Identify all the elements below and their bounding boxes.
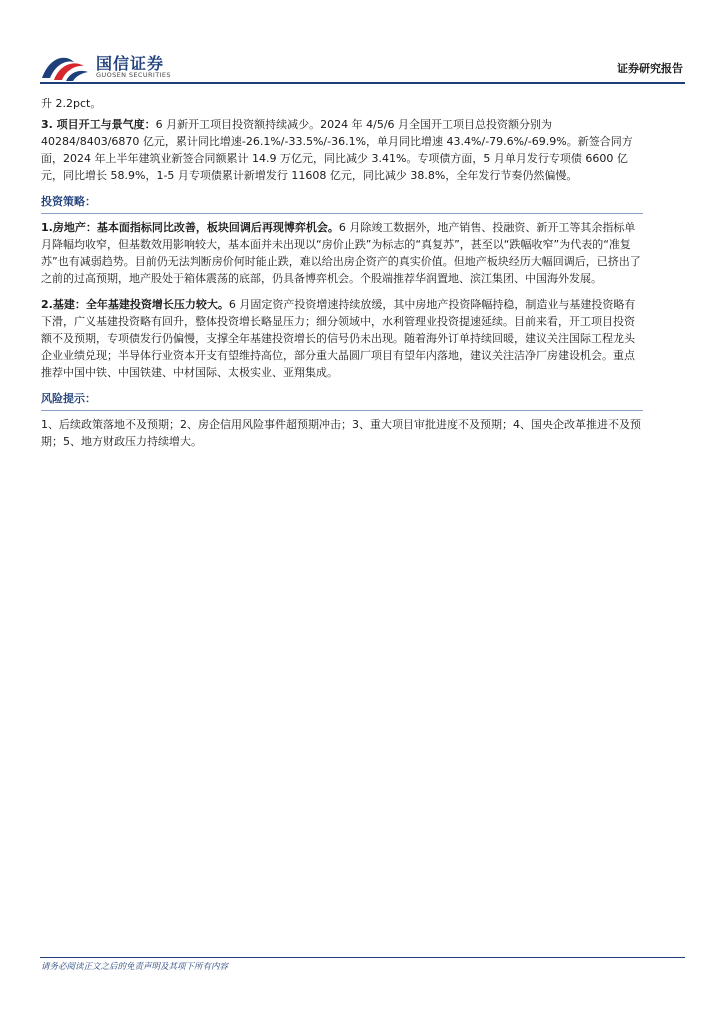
- page-header: [40, 50, 685, 84]
- strategy-2-text: 6 月固定资产投资增速持续放缓，其中房地产投资降幅持稳，制造业与基建投资略有下滑，广义基建投资略有回升，整体投资增长略显压力；细分领域中，水利管理业投资提速延续。目前来看，开工项目投资额不及预期，专项债发行仍偏慢，支撑全年基建投资增长的信号仍未出现。随着海外订单持续回暖，建议关注国际工程龙头企业业绩兑现；半导体行业资本开支有望维持高位，部分重大晶圆厂项目有望年内落地，建议关注洁净厂房建设机会。重点推荐中国中铁、中国铁建、中材国际、太极实业、亚翔集成。: [41, 298, 636, 379]
- guosen-logo-mark-icon: [40, 52, 90, 84]
- strategy-divider: [41, 213, 643, 214]
- strategy-1-paragraph: [41, 219, 643, 287]
- disclaimer-note: 请务必阅读正文之后的免责声明及其项下所有内容: [41, 962, 229, 972]
- item-3-text: 6 月新开工项目投资额持续减少。2024 年 4/5/6 月全国开工项目总投资额分别为 40284/8403/6870 亿元，累计同比增速-26.1%/-33.5%/-36.1%，单月同比增速 43.4%/-79.6%/-69.9%。新签合同方面，2024 年上半年建筑业新签合同额累计 14.9 万亿元，同比减少 3.41%。专项债方面，5 月单月发行专项债 6600 亿元，同比增长 58.9%，1-5 月专项债累计新增发行 11608 亿元，同比减少 38.8%，全年发行节奏仍然偏慢。: [41, 118, 633, 182]
- strategy-section-title: 投资策略：: [41, 195, 96, 208]
- risk-paragraph: 1、后续政策落地不及预期；2、房企信用风险事件超预期冲击；3、重大项目审批进度不及预期；4、国央企改革推进不及预期；5、地方财政压力持续增大。: [41, 418, 641, 448]
- item-3-paragraph: [41, 116, 643, 184]
- strategy-1-text: 6 月除竣工数据外，地产销售、投融资、新开工等其余指标单月降幅均收窄，但基数效用影响较大，基本面并未出现以“房价止跌”为标志的“真复苏”，甚至以“跌幅收窄”为代表的“准复苏”也有减弱趋势。目前仍无法判断房价何时能止跌，难以给出房企资产的真实价值。但地产板块经历大幅回调后，已挤出了之前的过高预期，地产股处于箱体震荡的底部，仍具备博弈机会。个股端推荐华润置地、滨江集团、中国海外发展。: [41, 221, 641, 285]
- logo-text-cn: 国信证券: [96, 54, 165, 73]
- logo-text-en: GUOSEN SECURITIES: [96, 71, 171, 79]
- strategy-2-lead: 2.基建：全年基建投资增长压力较大。: [41, 298, 229, 311]
- risk-section-title: 风险提示：: [41, 392, 96, 405]
- report-type-label: 证券研究报告: [617, 62, 683, 75]
- header-divider: [40, 82, 685, 84]
- guosen-logo: [40, 50, 180, 84]
- item-3-lead: 3. 项目开工与景气度：: [41, 118, 156, 131]
- risk-divider: [41, 410, 643, 411]
- strategy-2-paragraph: [41, 296, 643, 381]
- strategy-1-lead: 1.房地产：基本面指标同比改善，板块回调后再现博弈机会。: [41, 221, 339, 234]
- report-body: [41, 95, 643, 450]
- footer-divider: [40, 957, 685, 958]
- continuation-line: 升 2.2pct。: [41, 97, 102, 110]
